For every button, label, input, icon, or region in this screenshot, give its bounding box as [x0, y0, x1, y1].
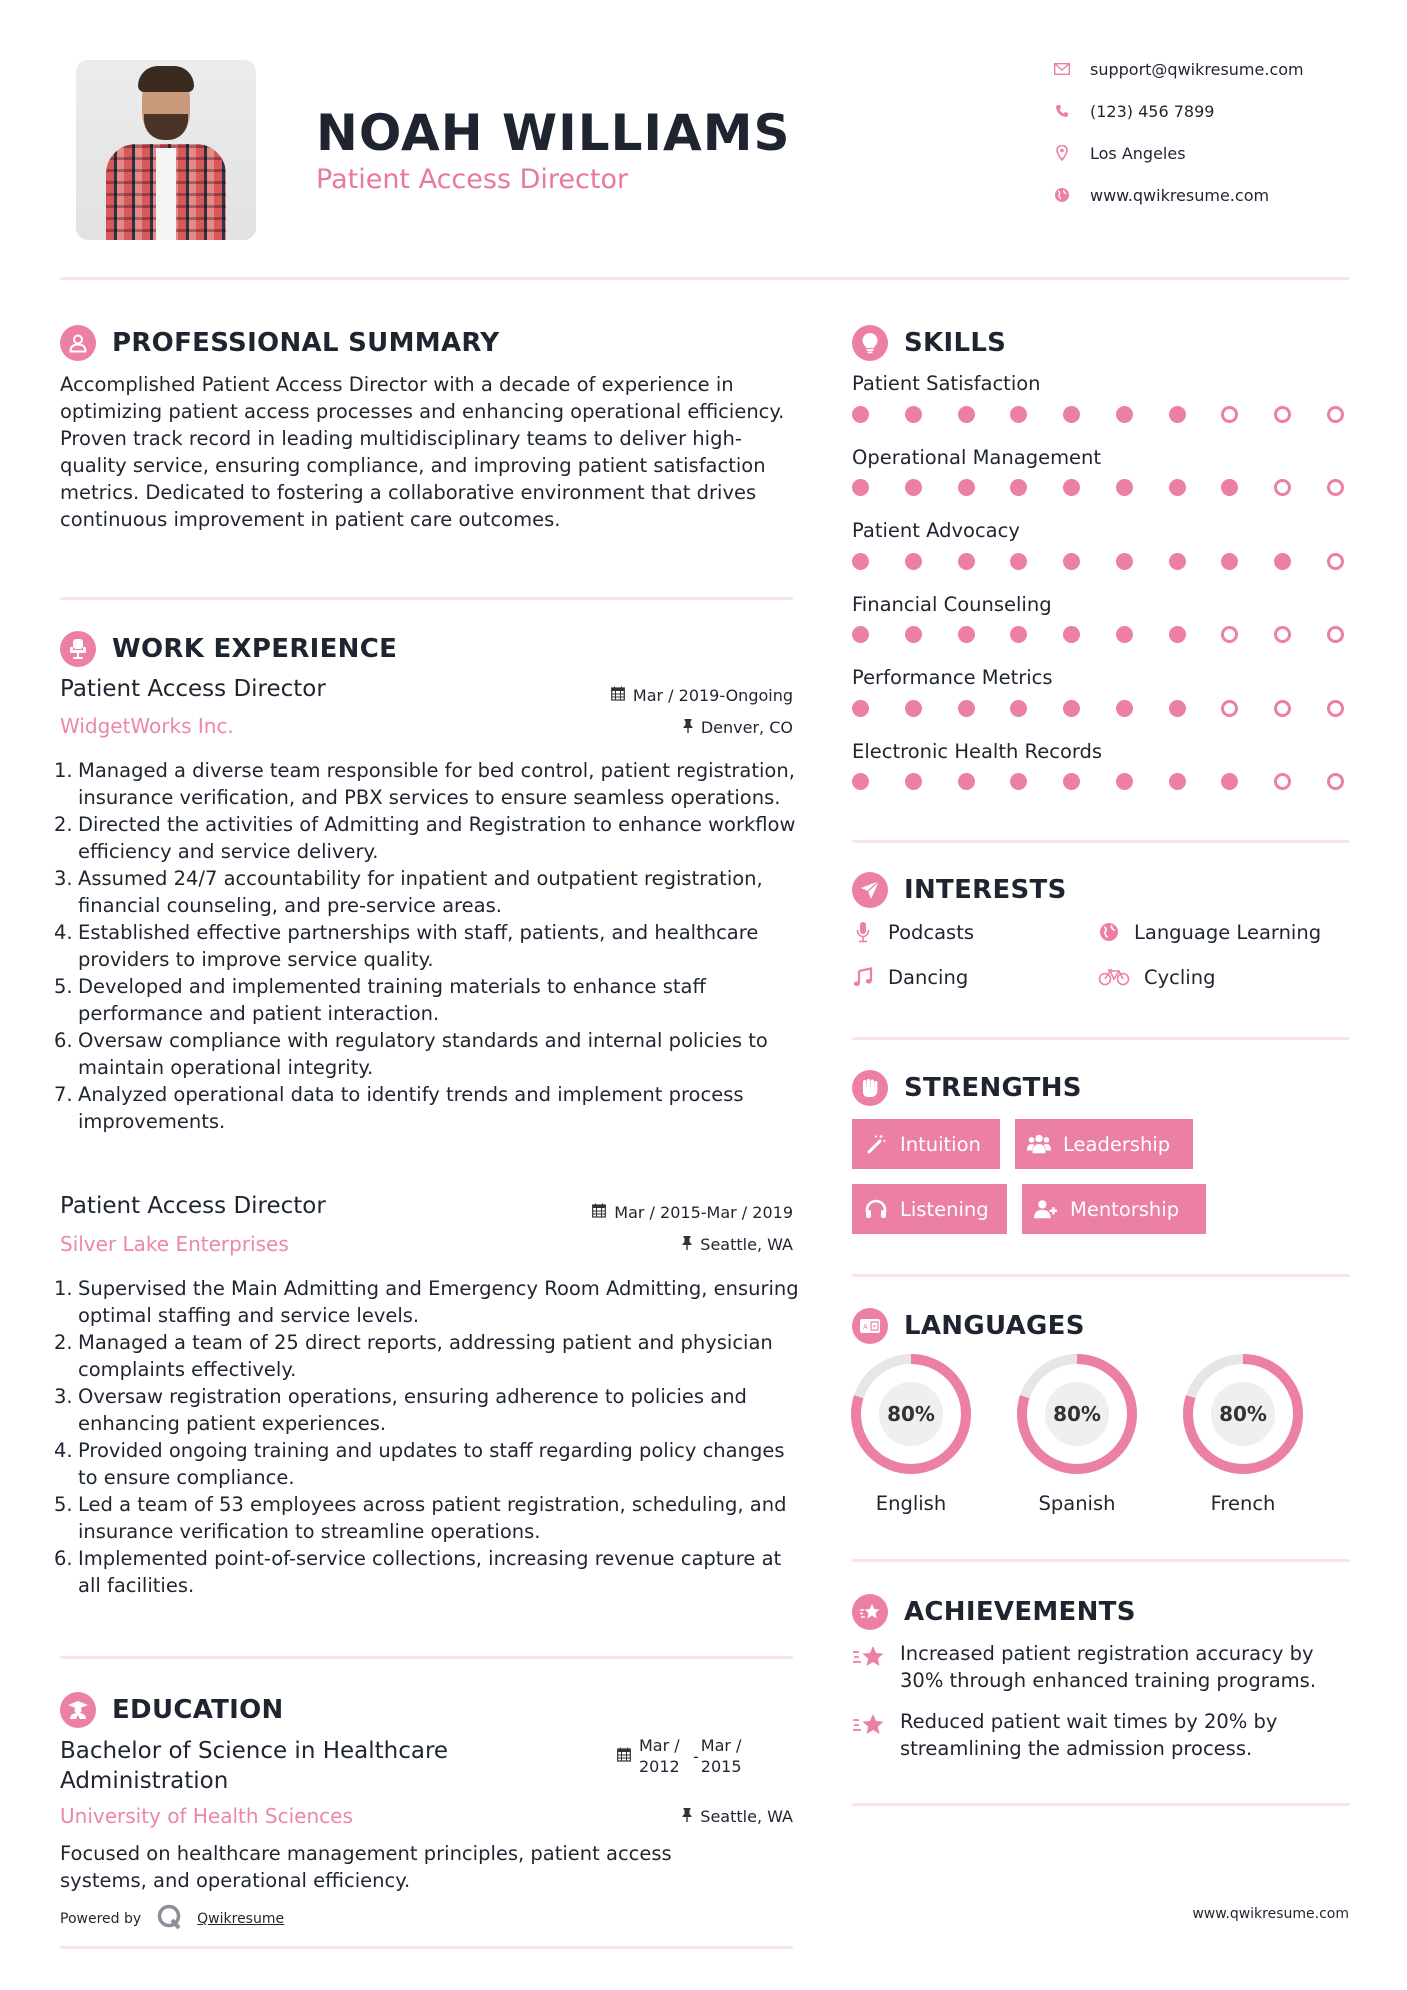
job-2-bullet: 4. Provided ongoing training and updates to staff regarding policy changes to ensure compliance.	[54, 1439, 785, 1489]
rating-dot-filled	[1063, 700, 1080, 717]
job-1-dates: Mar / 2019-Ongoing	[493, 686, 793, 705]
summary-section-header	[60, 323, 499, 363]
rating-dot-filled	[1116, 773, 1133, 790]
achievements-divider	[852, 1803, 1350, 1806]
rating-dot-empty	[1327, 626, 1344, 643]
job-2-bullet: 3. Oversaw registration operations, ensuring adherence to policies and enhancing patient experiences.	[54, 1385, 747, 1435]
skills-divider	[852, 840, 1350, 843]
education-start: Mar / 2012	[639, 1736, 680, 1776]
job-1-bullet: 7. Analyzed operational data to identify trends and implement process improvements.	[54, 1083, 744, 1133]
education-section-header	[60, 1690, 284, 1730]
skill-item	[852, 517, 1352, 591]
job-1-bullets	[54, 757, 800, 1135]
graduate-icon	[60, 1692, 96, 1728]
job-1-bullet: 4. Established effective partnerships with staff, patients, and healthcare providers to improve service quality.	[54, 921, 759, 971]
rating-dot-empty	[1274, 406, 1291, 423]
skill-item	[852, 370, 1352, 444]
rating-dot-filled	[852, 406, 869, 423]
rating-dot-filled	[1116, 479, 1133, 496]
achievements-heading: ACHIEVEMENTS	[904, 1597, 1136, 1627]
achievement-item: Increased patient registration accuracy by 30% through enhanced training programs.	[852, 1640, 1352, 1694]
strengths-section-header	[852, 1068, 1082, 1108]
job-1-bullet: 5. Developed and implemented training materials to enhance staff performance and patient interaction.	[54, 975, 706, 1025]
contact-phone[interactable]	[1052, 99, 1372, 123]
rating-dot-filled	[1010, 479, 1027, 496]
rating-dot-filled	[1221, 553, 1238, 570]
job-2-bullets	[54, 1275, 805, 1599]
pushpin-icon	[682, 1807, 692, 1826]
strength-chip-leadership: Leadership	[1015, 1119, 1193, 1169]
header-divider	[60, 277, 1350, 280]
job-2-title: Patient Access Director	[60, 1193, 326, 1219]
language-english: 80% English	[846, 1352, 976, 1515]
contact-location	[1052, 141, 1372, 165]
rating-dot-filled	[1063, 406, 1080, 423]
experience-heading: WORK EXPERIENCE	[112, 634, 398, 664]
languages-section-header	[852, 1306, 1085, 1346]
rating-dot-filled	[1010, 773, 1027, 790]
interests-section-header	[852, 870, 1067, 910]
rating-dot-empty	[1221, 406, 1238, 423]
summary-divider	[60, 597, 793, 600]
rating-dot-filled	[958, 406, 975, 423]
skill-rating	[852, 625, 1344, 645]
qwikresume-logo-icon	[157, 1904, 183, 1934]
rating-dot-empty	[1221, 700, 1238, 717]
contact-email[interactable]	[1052, 57, 1372, 81]
skill-rating	[852, 772, 1344, 792]
svg-text:A: A	[863, 1323, 868, 1331]
skills-list	[852, 370, 1352, 811]
skill-name: Operational Management	[852, 445, 1102, 469]
rating-dot-filled	[1116, 626, 1133, 643]
rating-dot-filled	[852, 479, 869, 496]
french-progress-ring	[1181, 1352, 1305, 1476]
interest-podcasts: Podcasts	[852, 918, 974, 946]
shooting-star-icon	[852, 1594, 888, 1630]
paper-plane-icon	[852, 872, 888, 908]
language-spanish: 80% Spanish	[1012, 1352, 1142, 1515]
rating-dot-filled	[1169, 553, 1186, 570]
job-2-bullet: 6. Implemented point-of-service collections, increasing revenue capture at all facilities.	[54, 1547, 782, 1597]
rating-dot-filled	[1169, 479, 1186, 496]
job-2-location: Seattle, WA	[493, 1235, 793, 1254]
rating-dot-filled	[1063, 626, 1080, 643]
skill-item	[852, 664, 1352, 738]
job-1-company: WidgetWorks Inc.	[60, 714, 234, 738]
rating-dot-filled	[1116, 553, 1133, 570]
interests-heading: INTERESTS	[904, 875, 1067, 905]
education-location: Seattle, WA	[493, 1807, 793, 1826]
skill-name: Patient Satisfaction	[852, 372, 1041, 395]
education-end: Mar / 2015	[700, 1736, 742, 1776]
rating-dot-filled	[852, 773, 869, 790]
experience-section-header	[60, 629, 397, 669]
strength-chip-intuition: Intuition	[852, 1119, 1000, 1169]
job-2-dates: Mar / 2015-Mar / 2019	[493, 1203, 793, 1222]
user-icon	[60, 325, 96, 361]
rating-dot-empty	[1327, 773, 1344, 790]
rating-dot-filled	[958, 700, 975, 717]
magic-wand-icon	[864, 1132, 888, 1156]
skill-item	[852, 738, 1352, 812]
rating-dot-filled	[1169, 626, 1186, 643]
qwikresume-link[interactable]: Qwikresume	[197, 1911, 285, 1927]
rating-dot-filled	[905, 479, 922, 496]
rating-dot-filled	[905, 406, 922, 423]
contact-location-text: Los Angeles	[1090, 143, 1186, 163]
strength-chip-mentorship: Mentorship	[1022, 1184, 1206, 1234]
job-2-bullet: 2. Managed a team of 25 direct reports, addressing patient and physician complaints effectively.	[54, 1331, 773, 1381]
office-chair-icon	[60, 631, 96, 667]
lightbulb-icon	[852, 325, 888, 361]
music-note-icon	[852, 967, 874, 987]
job-2-bullet: 1. Supervised the Main Admitting and Emergency Room Admitting, ensuring optimal staffing and service levels.	[54, 1277, 799, 1327]
envelope-icon	[1052, 59, 1072, 79]
rating-dot-filled	[905, 553, 922, 570]
profile-photo	[76, 60, 256, 240]
skill-name: Performance Metrics	[852, 666, 1053, 689]
pushpin-icon	[683, 718, 693, 737]
rating-dot-empty	[1327, 700, 1344, 717]
job-1-bullet: 3. Assumed 24/7 accountability for inpatient and outpatient registration, financial counseling, and pre-service areas.	[54, 867, 763, 917]
skill-name: Financial Counseling	[852, 592, 1052, 616]
rating-dot-filled	[1063, 553, 1080, 570]
map-pin-icon	[1052, 143, 1072, 163]
powered-by: Powered by Qwikresume	[60, 1904, 284, 1934]
skills-heading: SKILLS	[904, 328, 1007, 358]
rating-dot-filled	[1169, 773, 1186, 790]
raised-fist-icon	[852, 1070, 888, 1106]
skill-item	[852, 591, 1352, 665]
rating-dot-filled	[852, 700, 869, 717]
strengths-divider	[852, 1274, 1350, 1277]
job-1-title: Patient Access Director	[60, 676, 326, 702]
education-divider	[60, 1946, 793, 1949]
candidate-name: NOAH WILLIAMS	[316, 104, 791, 162]
strength-chip-listening: Listening	[852, 1184, 1007, 1234]
english-progress-ring	[849, 1352, 973, 1476]
rating-dot-filled	[1116, 700, 1133, 717]
job-1-bullet: 1. Managed a diverse team responsible for bed control, patient registration, insurance verification, and PBX services to ensure seamless operations.	[54, 759, 795, 809]
rating-dot-empty	[1274, 626, 1291, 643]
rating-dot-filled	[1010, 700, 1027, 717]
spanish-progress-ring	[1015, 1352, 1139, 1476]
rating-dot-filled	[1274, 553, 1291, 570]
strengths-heading: STRENGTHS	[904, 1073, 1082, 1103]
microphone-icon	[852, 921, 874, 943]
rating-dot-filled	[958, 773, 975, 790]
rating-dot-filled	[1169, 406, 1186, 423]
job-1-location: Denver, CO	[493, 718, 793, 737]
rating-dot-empty	[1274, 700, 1291, 717]
rating-dot-filled	[958, 626, 975, 643]
skills-section-header	[852, 323, 1006, 363]
language-french: 80% French	[1178, 1352, 1308, 1515]
shooting-star-icon	[852, 1712, 886, 1745]
education-heading: EDUCATION	[112, 1695, 284, 1725]
bicycle-icon	[1098, 968, 1130, 986]
job-2-bullet: 5. Led a team of 53 employees across patient registration, scheduling, and insurance verification to streamline operations.	[54, 1493, 787, 1543]
interests-divider	[852, 1037, 1350, 1040]
skill-name: Patient Advocacy	[852, 519, 1020, 542]
rating-dot-filled	[905, 700, 922, 717]
skill-name: Electronic Health Records	[852, 739, 1103, 763]
calendar-icon	[592, 1203, 606, 1222]
rating-dot-empty	[1274, 773, 1291, 790]
footer-url[interactable]: www.qwikresume.com	[1192, 1906, 1349, 1922]
rating-dot-empty	[1274, 479, 1291, 496]
rating-dot-filled	[905, 626, 922, 643]
contact-website[interactable]	[1052, 183, 1372, 207]
rating-dot-empty	[1327, 406, 1344, 423]
education-school: University of Health Sciences	[60, 1804, 353, 1828]
skill-rating	[852, 478, 1344, 498]
skill-rating	[852, 404, 1344, 424]
experience-divider	[60, 1656, 793, 1659]
rating-dot-filled	[958, 553, 975, 570]
rating-dot-filled	[958, 479, 975, 496]
svg-text:80%: 80%	[887, 1402, 935, 1426]
contact-email-text: support@qwikresume.com	[1090, 59, 1304, 79]
rating-dot-filled	[1063, 773, 1080, 790]
rating-dot-filled	[1063, 479, 1080, 496]
pushpin-icon	[682, 1235, 692, 1254]
interest-cycling: Cycling	[1098, 963, 1215, 991]
skill-rating	[852, 551, 1344, 571]
calendar-icon	[611, 686, 625, 705]
contact-website-text: www.qwikresume.com	[1090, 185, 1270, 205]
languages-divider	[852, 1559, 1350, 1562]
headphones-icon	[864, 1197, 888, 1221]
calendar-icon	[617, 1746, 631, 1767]
summary-heading: PROFESSIONAL SUMMARY	[112, 328, 500, 358]
rating-dot-filled	[1221, 479, 1238, 496]
rating-dot-empty	[1327, 553, 1344, 570]
languages-heading: LANGUAGES	[904, 1311, 1085, 1341]
globe-icon	[1052, 185, 1072, 205]
contact-phone-text: (123) 456 7899	[1090, 101, 1215, 121]
job-2-company: Silver Lake Enterprises	[60, 1232, 289, 1256]
rating-dot-filled	[1116, 406, 1133, 423]
rating-dot-filled	[1169, 700, 1186, 717]
candidate-title: Patient Access Director	[316, 164, 629, 195]
rating-dot-empty	[1221, 626, 1238, 643]
user-plus-icon	[1034, 1197, 1058, 1221]
globe-icon	[1098, 922, 1120, 942]
svg-text:80%: 80%	[1053, 1402, 1101, 1426]
summary-text: Accomplished Patient Access Director with a decade of experience in optimizing patient access processes and enhancing operational efficiency. Proven track record in leading multidisciplinary teams to deliver high-quality service, ensuring compliance, and improving patient satisfaction metrics. Dedicated to fostering a collaborative environment that drives continuous improvement in patient care outcomes.	[60, 373, 785, 531]
rating-dot-filled	[852, 553, 869, 570]
skill-rating	[852, 698, 1344, 718]
achievement-item: Reduced patient wait times by 20% by streamlining the admission process.	[852, 1708, 1352, 1762]
translate-icon	[852, 1308, 888, 1344]
shooting-star-icon	[852, 1644, 886, 1677]
job-1-bullet: 6. Oversaw compliance with regulatory standards and internal policies to maintain operational integrity.	[54, 1029, 768, 1079]
rating-dot-filled	[1010, 406, 1027, 423]
rating-dot-empty	[1327, 479, 1344, 496]
rating-dot-filled	[905, 773, 922, 790]
job-1-bullet: 2. Directed the activities of Admitting and Registration to enhance workflow efficiency and service delivery.	[54, 813, 796, 863]
phone-icon	[1052, 101, 1072, 121]
education-degree: Bachelor of Science in Healthcare Administration	[60, 1738, 449, 1794]
education-description: Focused on healthcare management principles, patient access systems, and operational efficiency.	[60, 1842, 672, 1892]
rating-dot-filled	[1010, 626, 1027, 643]
users-icon	[1027, 1132, 1051, 1156]
interest-language-learning: Language Learning	[1098, 918, 1321, 946]
interest-dancing: Dancing	[852, 963, 968, 991]
education-dates: Mar / 2012 - Mar / 2015	[617, 1735, 797, 1777]
achievements-section-header	[852, 1592, 1136, 1632]
rating-dot-filled	[852, 626, 869, 643]
svg-text:80%: 80%	[1219, 1402, 1267, 1426]
skill-item	[852, 444, 1352, 518]
rating-dot-filled	[1221, 773, 1238, 790]
rating-dot-filled	[1010, 553, 1027, 570]
